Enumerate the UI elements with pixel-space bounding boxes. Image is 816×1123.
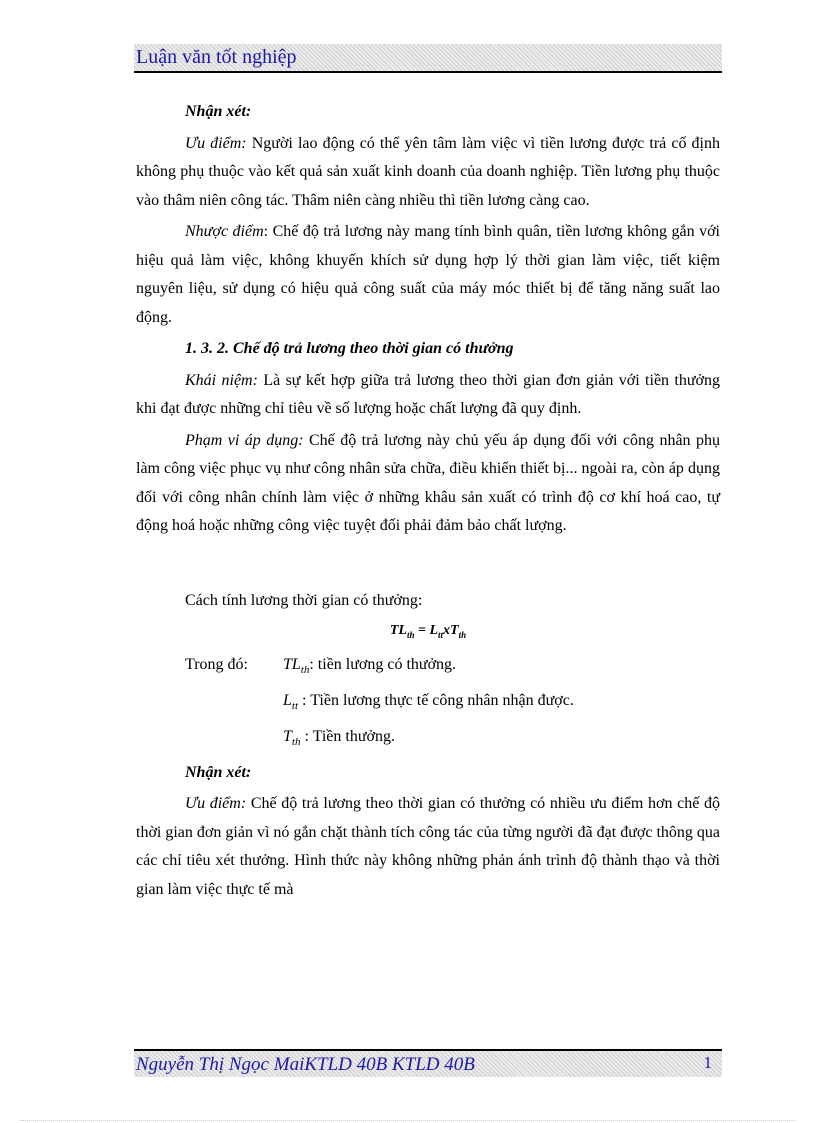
remark-heading: Nhận xét: xyxy=(185,103,252,120)
advantages-paragraph xyxy=(136,790,720,904)
variable-subscript: tt xyxy=(291,699,299,712)
variable-description: : tiền lương có thưởng. xyxy=(309,655,457,673)
where-label: Trong đó: xyxy=(185,655,248,673)
page-header xyxy=(134,44,722,73)
variable-description: : Tiền lương thực tế công nhân nhận được. xyxy=(298,691,574,709)
calculation-text: Cách tính lương thời gian có thưởng: xyxy=(185,591,423,609)
advantages-paragraph xyxy=(136,130,720,216)
formula-term-a: L xyxy=(429,623,439,638)
section-heading: 1. 3. 2. Chế độ trả lương theo thời gian có thưởng xyxy=(185,340,514,357)
blank-line xyxy=(136,544,720,587)
concept-text: Là sự kết hợp giữa trả lương theo thời gian đơn giản với tiền thưởng khi đạt được những chỉ tiêu về số lượng hoặc chất lượng đã quy định. xyxy=(136,371,721,417)
variable-row xyxy=(136,651,720,687)
variable-row xyxy=(136,687,720,723)
page-body xyxy=(136,98,720,907)
variable-symbol: TL xyxy=(283,655,301,673)
scope-paragraph xyxy=(136,427,720,541)
formula-equals: = xyxy=(414,623,430,638)
variable-row xyxy=(136,723,720,759)
scope-text: Chế độ trả lương này chủ yếu áp dụng đối với công nhân phụ làm công việc phục vụ như công nhân sửa chữa, điều khiển thiết bị... ngoài ra, còn áp dụng đối với công nhân chính làm việc ở những khâu sản xuất có trình độ cơ khí hoá cao, tự động hoá hoặc những công việc tuyệt đối phải đảm bảo chất lượng. xyxy=(136,431,721,534)
formula-term-a-sub: tt xyxy=(438,629,444,640)
page-edge-divider xyxy=(20,1120,796,1121)
advantages-text: Chế độ trả lương theo thời gian có thưởng có nhiều ưu điểm hơn chế độ thời gian đơn giản vì nó gắn chặt thành tích công tác của từng người đã đạt được thông qua các chỉ tiêu xét thưởng. Hình thức này không những phản ánh trình độ thành thạo và thời gian làm việc thực tế mà xyxy=(136,795,720,898)
formula-lhs-sub: th xyxy=(406,629,415,640)
document-title: Luận văn tốt nghiệp xyxy=(136,46,297,68)
formula-term-b-sub: th xyxy=(458,629,467,640)
variable-symbol: L xyxy=(283,691,292,709)
advantages-label: Ưu điểm: xyxy=(185,795,247,813)
page-number: 1 xyxy=(703,1053,712,1072)
concept-paragraph xyxy=(136,367,720,424)
page-footer xyxy=(134,1049,722,1077)
advantages-text: Người lao động có thể yên tâm làm việc vì tiền lương được trả cố định không phụ thuộc vào kết quả sản xuất kinh doanh của doanh nghiệp. Tiền lương phụ thuộc vào thâm niên công tác. Thâm niên càng nhiều thì tiền lương càng cao. xyxy=(136,134,721,209)
variable-subscript: th xyxy=(300,663,310,676)
variable-subscript: th xyxy=(291,735,301,748)
disadvantages-text: : Chế độ trả lương này mang tính bình quân, tiền lương không gắn với hiệu quả làm việc, không khuyến khích sử dụng hợp lý thời gian làm việc, tiết kiệm nguyên liệu, sử dụng có hiệu quả công suất của máy móc thiết bị để tăng năng suất lao động. xyxy=(136,223,721,326)
advantages-label: Ưu điểm: xyxy=(185,134,247,152)
disadvantages-paragraph xyxy=(136,218,720,332)
formula-lhs: TL xyxy=(389,623,407,638)
disadvantages-label: Nhược điểm xyxy=(185,223,264,240)
formula-times: x xyxy=(443,623,451,638)
variable-definition xyxy=(283,651,456,685)
variable-definition xyxy=(283,723,395,757)
footer-author: Nguyễn Thị Ngọc MaiKTLD 40B KTLD 40B xyxy=(136,1054,475,1075)
scope-label: Phạm vi áp dụng: xyxy=(185,431,304,449)
remark-heading: Nhận xét: xyxy=(185,763,252,781)
variable-description: : Tiền thưởng. xyxy=(300,727,395,745)
bonus-wage-formula xyxy=(136,619,720,647)
variable-definition xyxy=(283,687,574,721)
formula-term-b: T xyxy=(450,623,459,638)
variable-symbol: T xyxy=(283,727,292,745)
concept-label: Khái niệm: xyxy=(185,371,258,389)
